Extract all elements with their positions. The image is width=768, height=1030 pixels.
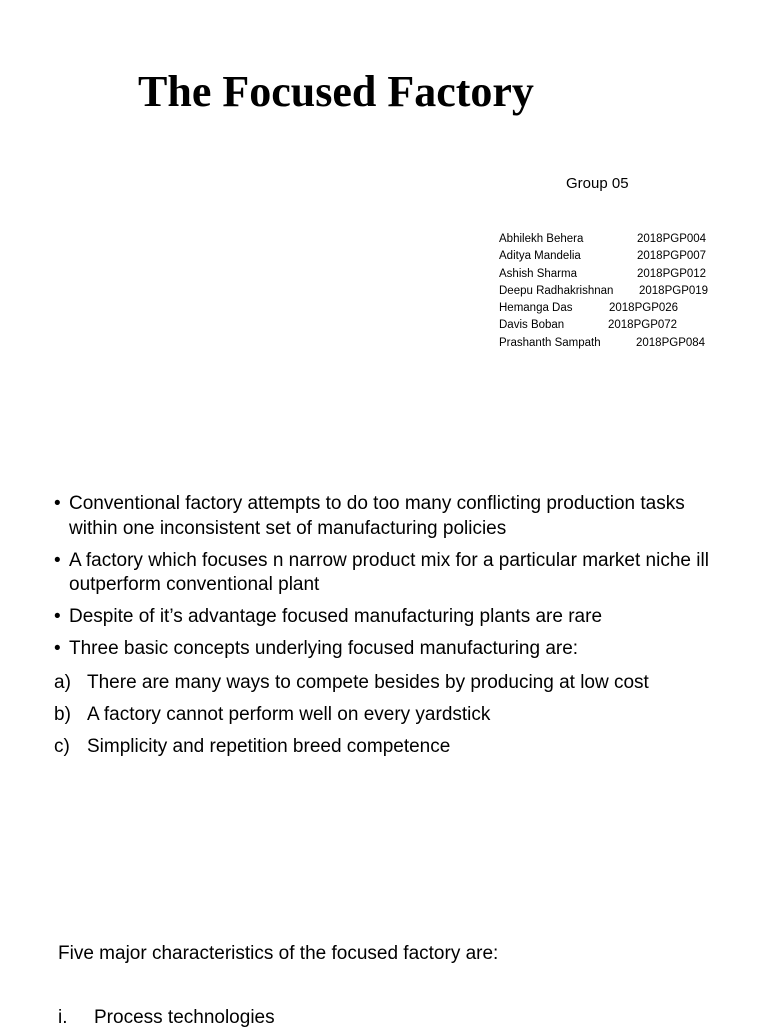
bullet-dot: • <box>54 606 61 627</box>
member-name: Aditya Mandelia <box>499 250 581 263</box>
member-row <box>499 283 709 300</box>
member-name: Prashanth Sampath <box>499 336 601 349</box>
concept-item <box>54 671 649 696</box>
characteristic-marker: i. <box>58 1007 68 1028</box>
concept-list <box>54 671 649 767</box>
concept-item <box>54 735 649 760</box>
member-name: Abhilekh Behera <box>499 233 584 245</box>
characteristic-text: Process technologies <box>94 1007 275 1028</box>
group-label: Group 05 <box>566 175 629 192</box>
member-row <box>499 300 679 317</box>
bullet-dot: • <box>54 493 61 514</box>
member-name: Ashish Sharma <box>499 267 577 280</box>
bullet-item <box>54 492 714 541</box>
bullet-item <box>54 549 714 598</box>
member-name: Davis Boban <box>499 319 565 332</box>
bullet-dot: • <box>54 549 61 571</box>
member-row <box>499 231 707 248</box>
member-row <box>499 266 707 283</box>
concept-text: A factory cannot perform well on every yardstick <box>87 704 491 725</box>
member-name: Hemanga Das <box>499 302 573 315</box>
member-id: 2018PGP072 <box>608 319 678 332</box>
member-row <box>499 248 707 265</box>
bullet-item <box>54 637 714 662</box>
concept-marker: a) <box>54 672 71 693</box>
characteristics-intro: Five major characteristics of the focused factory are: <box>58 943 499 964</box>
concept-text: There are many ways to compete besides by producing at low cost <box>87 672 649 693</box>
member-name: Deepu Radhakrishnan <box>499 284 614 297</box>
bullet-list <box>54 492 714 669</box>
concept-text: Simplicity and repetition breed competence <box>87 736 451 757</box>
member-id: 2018PGP012 <box>637 267 707 280</box>
member-row <box>499 335 706 352</box>
bullet-dot: • <box>54 638 61 659</box>
concept-marker: c) <box>54 736 70 757</box>
characteristics-list <box>58 1006 275 1030</box>
member-id: 2018PGP019 <box>639 284 709 297</box>
member-id: 2018PGP026 <box>609 302 679 315</box>
member-id: 2018PGP084 <box>636 336 706 349</box>
document-title: The Focused Factory <box>138 67 534 116</box>
concept-item <box>54 703 649 728</box>
bullet-item <box>54 605 714 630</box>
member-row <box>499 317 678 334</box>
bullet-text: A factory which focuses n narrow product mix for a particular market niche ill outperform conventional plant <box>69 549 709 595</box>
concept-marker: b) <box>54 704 71 725</box>
bullet-text: Conventional factory attempts to do too many conflicting production tasks within one inconsistent set of manufacturing policies <box>69 493 685 539</box>
bullet-text: Despite of it’s advantage focused manufacturing plants are rare <box>69 606 603 627</box>
bullet-text: Three basic concepts underlying focused manufacturing are: <box>69 638 579 659</box>
characteristic-item <box>58 1006 275 1030</box>
member-list <box>499 231 709 352</box>
member-id: 2018PGP004 <box>637 233 707 245</box>
member-id: 2018PGP007 <box>637 250 707 263</box>
